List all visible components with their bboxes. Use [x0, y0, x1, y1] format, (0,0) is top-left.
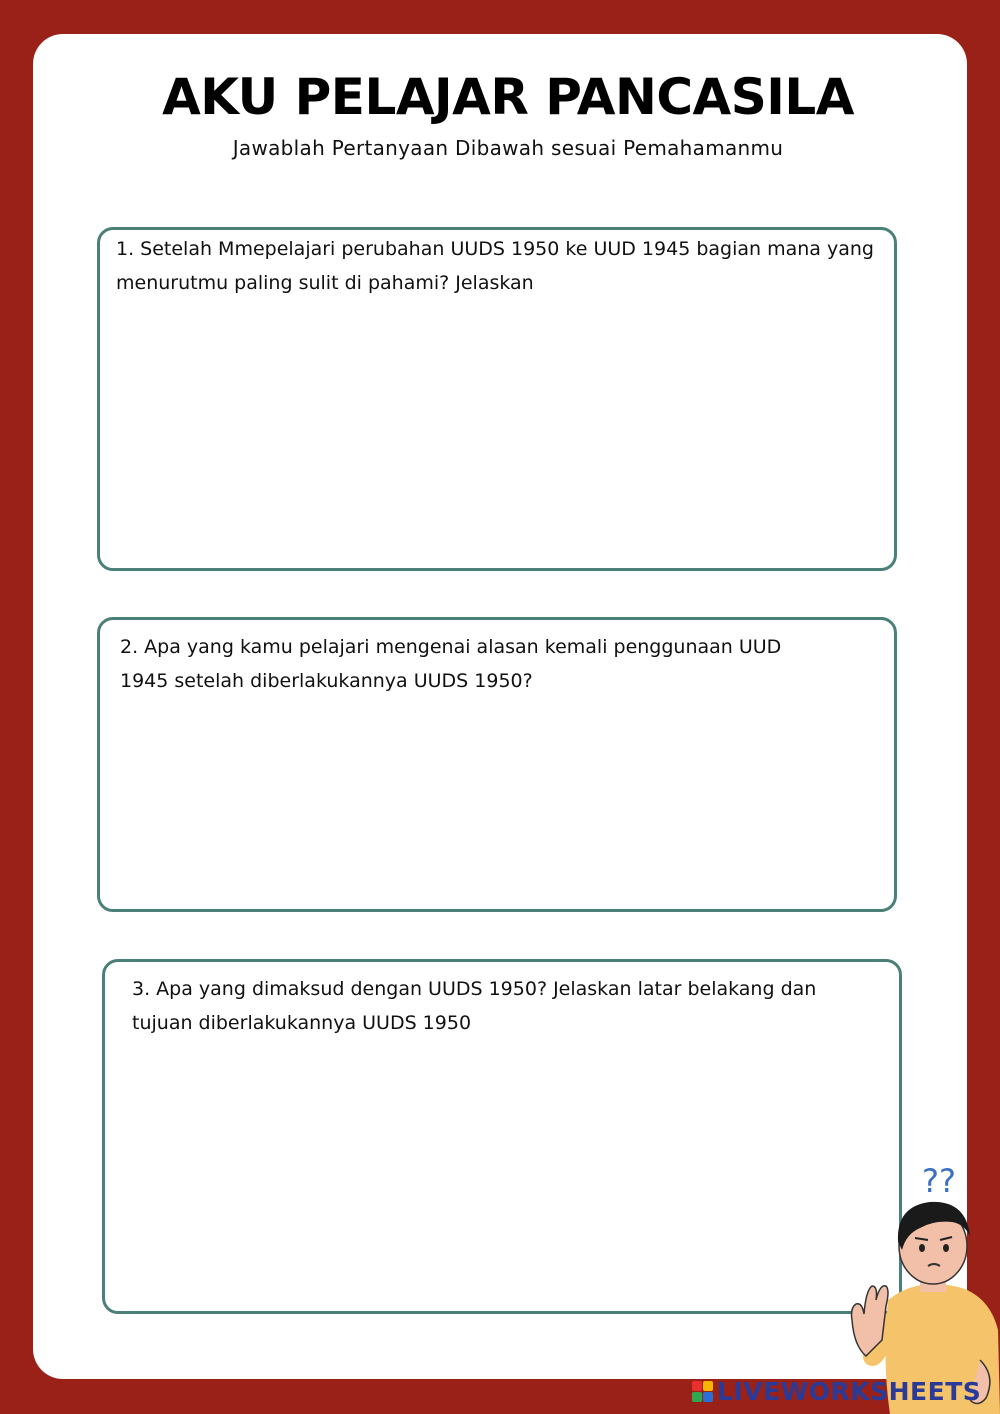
liveworksheets-logo-icon	[692, 1381, 713, 1402]
answer-box-2[interactable]	[97, 617, 897, 912]
answer-box-3[interactable]	[102, 959, 902, 1314]
question-1-text: 1. Setelah Mmepelajari perubahan UUDS 1950 ke UUD 1945 bagian mana yang menurutmu paling sulit di pahami? Jelaskan	[116, 238, 874, 294]
answer-box-1[interactable]	[97, 227, 897, 571]
question-marks: ??	[922, 1162, 956, 1200]
question-3-text: 3. Apa yang dimaksud dengan UUDS 1950? Jelaskan latar belakang dan tujuan diberlakukannya UUDS 1950	[132, 978, 817, 1034]
question-2-text: 2. Apa yang kamu pelajari mengenai alasan kemali penggunaan UUD 1945 setelah diberlakukannya UUDS 1950?	[120, 636, 782, 692]
liveworksheets-watermark	[692, 1376, 981, 1406]
page-subtitle: Jawablah Pertanyaan Dibawah sesuai Pemahamanmu	[232, 136, 784, 160]
page-title: AKU PELAJAR PANCASILA	[162, 68, 854, 126]
watermark-text: LIVEWORKSHEETS	[717, 1376, 982, 1406]
confused-boy-icon	[830, 1150, 1000, 1414]
